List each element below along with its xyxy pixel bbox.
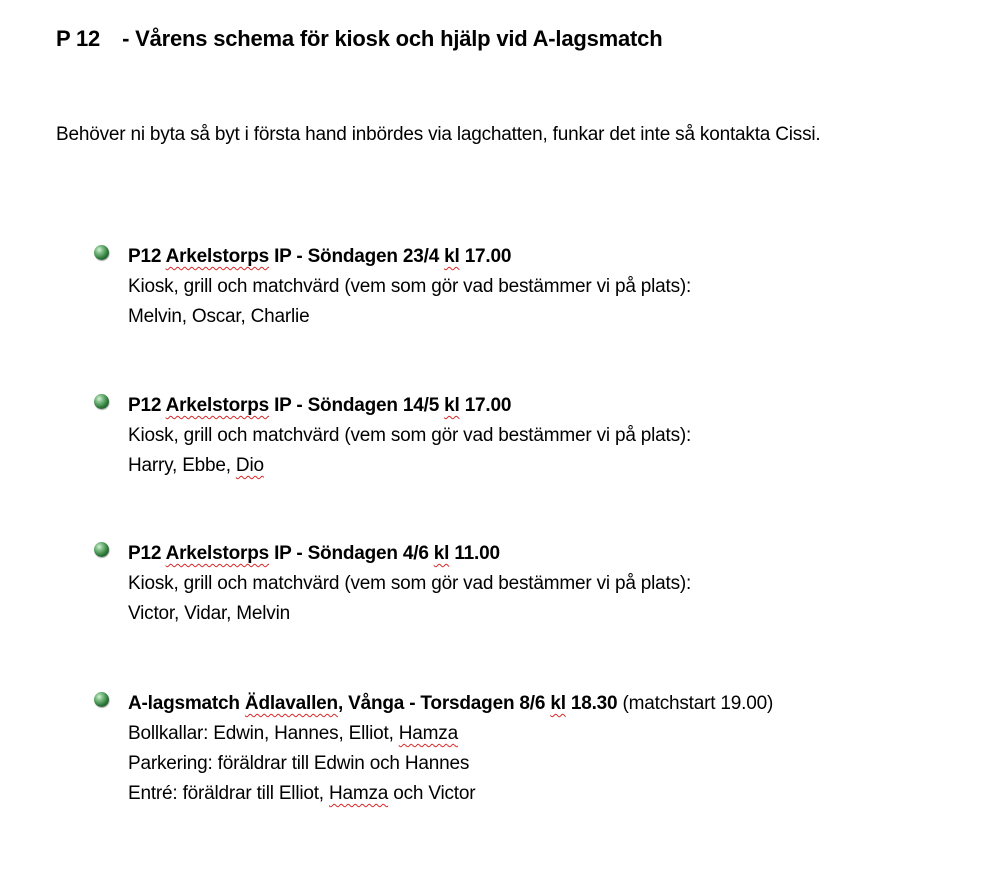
intro-text: Behöver ni byta så byt i första hand inbördes via lagchatten, funkar det inte så kontakta Cissi. bbox=[56, 124, 821, 145]
event-time: 17.00 bbox=[459, 395, 512, 416]
ballboys-line bbox=[128, 719, 773, 749]
bullet-icon bbox=[94, 245, 109, 260]
bullet-icon bbox=[94, 692, 109, 707]
event-venue-rest: IP - Söndagen 23/4 bbox=[269, 246, 445, 267]
title-code: P 12 bbox=[56, 26, 101, 51]
duty-text: Kiosk, grill och matchvärd (vem som gör vad bestämmer vi på plats): bbox=[128, 425, 692, 446]
assigned-names bbox=[128, 451, 691, 481]
page-title bbox=[56, 26, 662, 52]
assigned-names: Victor, Vidar, Melvin bbox=[128, 603, 290, 624]
entrance-part: och Victor bbox=[388, 783, 476, 804]
title-text: - Vårens schema för kiosk och hjälp vid A-lagsmatch bbox=[122, 26, 663, 51]
bullet-icon bbox=[94, 394, 109, 409]
event-venue: Ädlavallen bbox=[244, 693, 338, 714]
event-team: P12 bbox=[128, 395, 162, 416]
event-venue-rest: , Vånga - Torsdagen 8/6 bbox=[337, 693, 551, 714]
event-time: 11.00 bbox=[449, 543, 500, 564]
ballboys-part: Hamza bbox=[398, 723, 458, 744]
event-venue: Arkelstorps bbox=[165, 543, 269, 564]
names-part: Harry, Ebbe, bbox=[128, 455, 236, 476]
assigned-names: Melvin, Oscar, Charlie bbox=[128, 306, 310, 327]
ballboys-part: Bollkallar: Edwin, Hannes, Elliot, bbox=[128, 723, 399, 744]
event-kl: kl bbox=[550, 693, 566, 714]
bullet-icon bbox=[94, 542, 109, 557]
event-heading bbox=[128, 391, 691, 421]
duty-text: Kiosk, grill och matchvärd (vem som gör vad bestämmer vi på plats): bbox=[128, 573, 692, 594]
event-team: P12 bbox=[128, 543, 162, 564]
entrance-part: Hamza bbox=[328, 783, 389, 804]
event-venue-rest: IP - Söndagen 4/6 bbox=[269, 543, 434, 564]
event-kl: kl bbox=[444, 395, 460, 416]
event-note: (matchstart 19.00) bbox=[617, 693, 774, 714]
event-time: 17.00 bbox=[459, 246, 512, 267]
duty-text: Kiosk, grill och matchvärd (vem som gör vad bestämmer vi på plats): bbox=[128, 276, 692, 297]
event-team: P12 bbox=[128, 246, 162, 267]
event-time: 18.30 bbox=[565, 693, 618, 714]
event-heading bbox=[128, 242, 691, 272]
entrance-line bbox=[128, 779, 773, 809]
event-match: A-lagsmatch bbox=[128, 693, 245, 714]
parking-line: Parkering: föräldrar till Edwin och Hannes bbox=[128, 753, 470, 774]
event-venue: Arkelstorps bbox=[165, 395, 269, 416]
event-kl: kl bbox=[444, 246, 460, 267]
event-venue-rest: IP - Söndagen 14/5 bbox=[269, 395, 445, 416]
event-kl: kl bbox=[433, 543, 450, 564]
event-heading bbox=[128, 539, 691, 569]
names-part: Dio bbox=[235, 455, 264, 476]
event-heading bbox=[128, 689, 773, 719]
event-venue: Arkelstorps bbox=[165, 246, 269, 267]
entrance-part: Entré: föräldrar till Elliot, bbox=[128, 783, 329, 804]
